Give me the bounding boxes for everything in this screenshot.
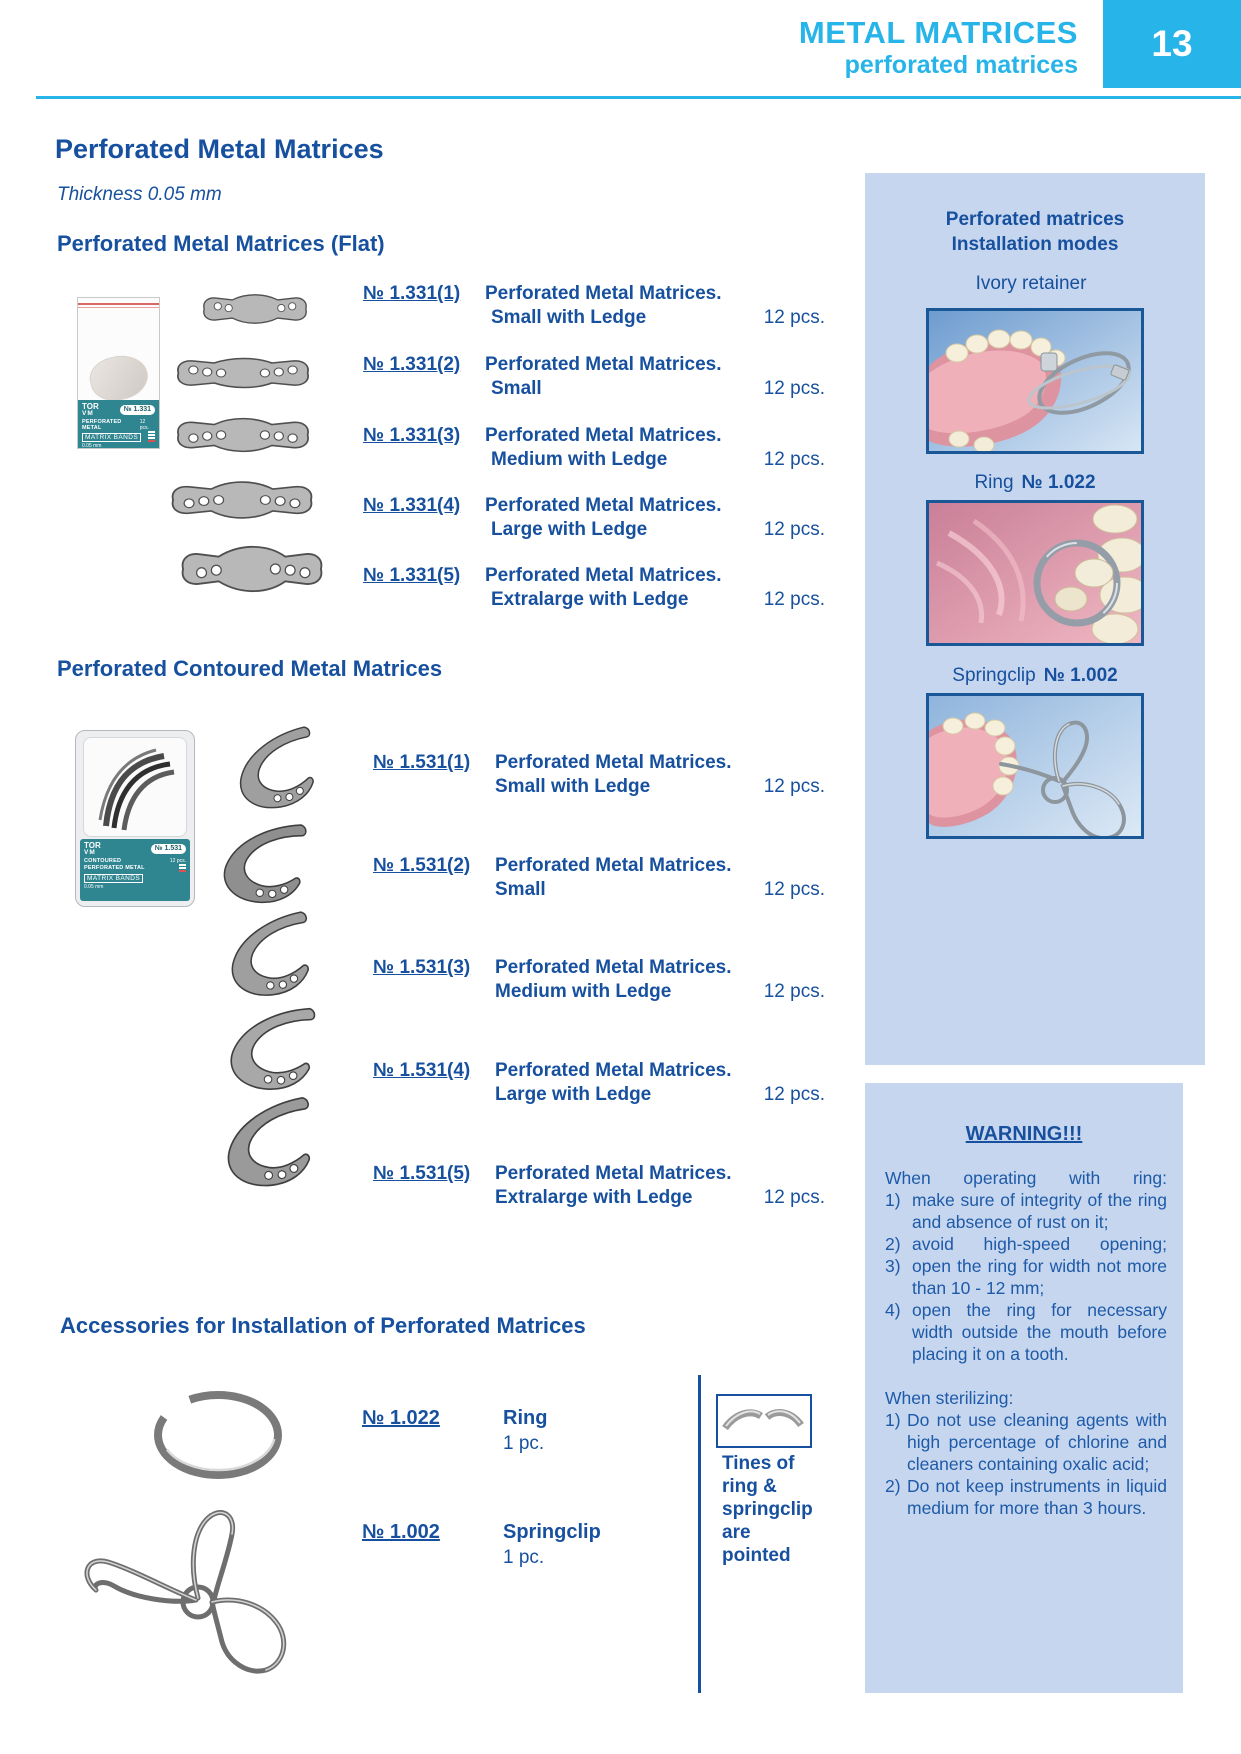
accessory-row	[362, 1406, 547, 1456]
contoured-band-illustration	[210, 1095, 334, 1193]
accessory-name: Springclip	[503, 1521, 601, 1543]
product-code: № 1.531(5)	[373, 1163, 471, 1184]
page-number-badge: 13	[1103, 0, 1241, 88]
product-qty: 12 pcs.	[763, 1187, 825, 1208]
warning-title: WARNING!!!	[965, 1123, 1083, 1145]
product-row	[363, 424, 825, 472]
contoured-band-illustration	[215, 910, 331, 1002]
package-qty: 12 pcs.	[139, 418, 149, 431]
product-row	[373, 751, 825, 799]
product-variant: Small	[491, 378, 542, 399]
mode-code: № 1.002	[1043, 665, 1118, 686]
package-window	[83, 737, 187, 837]
accessory-name-block	[503, 1520, 601, 1570]
warning-item-number: 1)	[885, 1410, 901, 1430]
installation-modes-heading	[865, 207, 1205, 257]
warning-sterilize-intro: When sterilizing:	[885, 1388, 1014, 1408]
product-code: № 1.531(1)	[373, 752, 471, 773]
product-code: № 1.531(3)	[373, 957, 471, 978]
product-qty: 12 pcs.	[763, 981, 825, 1002]
accessory-code: № 1.022	[362, 1407, 440, 1429]
product-code: № 1.331(5)	[363, 565, 461, 586]
warning-item-text: Do not keep instruments in liquid medium for more than 3 hours.	[907, 1476, 1167, 1518]
product-qty: 12 pcs.	[763, 1084, 825, 1105]
product-name: Perforated Metal Matrices.	[495, 855, 732, 876]
product-code: № 1.531(4)	[373, 1060, 471, 1081]
package-thickness: 0.05 mm	[84, 883, 104, 890]
mode-label: Ring	[974, 472, 1014, 493]
product-qty: 12 pcs.	[763, 378, 825, 399]
warning-item-number: 2)	[885, 1234, 901, 1254]
contoured-band-illustration	[225, 726, 333, 814]
flat-package-illustration	[77, 297, 160, 449]
product-name: Perforated Metal Matrices.	[495, 957, 732, 978]
flat-band-large-ledge-illustration	[162, 477, 322, 523]
accessory-qty: 1 pc.	[503, 1433, 545, 1454]
contoured-package-illustration	[75, 730, 195, 907]
flat-package-label	[78, 400, 159, 448]
accessories-section-heading: Accessories for Installation of Perforated Matrices	[60, 1313, 586, 1338]
product-variant: Small with Ledge	[491, 307, 647, 328]
accessory-row	[362, 1520, 601, 1570]
mode-code: № 1.022	[1021, 472, 1096, 493]
bag-contents	[86, 350, 153, 407]
flat-section-heading: Perforated Metal Matrices (Flat)	[57, 231, 385, 256]
ring-illustration	[148, 1385, 288, 1485]
product-name: Perforated Metal Matrices.	[495, 752, 732, 773]
flat-band-extralarge-ledge-illustration	[172, 543, 332, 595]
bag-zip-line	[78, 303, 159, 305]
vertical-divider	[698, 1375, 701, 1693]
warning-item	[885, 1475, 1167, 1519]
package-bands-line: MATRIX BANDS	[84, 874, 143, 883]
warning-ring-intro: When operating with ring:	[885, 1168, 1167, 1188]
accessory-qty: 1 pc.	[503, 1547, 545, 1568]
product-name: Perforated Metal Matrices.	[485, 425, 722, 446]
warning-item-text: open the ring for width not more than 10 - 12 mm;	[912, 1256, 1167, 1298]
installation-heading-line2: Installation modes	[951, 234, 1119, 255]
product-row	[373, 1162, 825, 1210]
flat-band-small-illustration	[168, 352, 318, 394]
product-row	[373, 1059, 825, 1107]
contoured-package-label	[80, 839, 190, 901]
product-qty: 12 pcs.	[763, 307, 825, 328]
contoured-band-illustration	[210, 818, 324, 910]
size-legend	[148, 431, 155, 442]
page-title: Perforated Metal Matrices	[55, 134, 384, 164]
flat-band-medium-ledge-illustration	[168, 413, 318, 457]
installation-photo-ivory-retainer	[926, 308, 1144, 454]
product-qty: 12 pcs.	[763, 519, 825, 540]
warning-item-number: 3)	[885, 1256, 901, 1276]
warning-item	[885, 1189, 1167, 1233]
product-qty: 12 pcs.	[763, 449, 825, 470]
product-qty: 12 pcs.	[763, 879, 825, 900]
product-name: Perforated Metal Matrices.	[485, 565, 722, 586]
product-qty: 12 pcs.	[763, 776, 825, 797]
product-code: № 1.331(4)	[363, 495, 461, 516]
header-rule	[36, 96, 1241, 99]
mode-label: Springclip	[952, 665, 1036, 686]
brand-logo: TOR VM	[84, 841, 101, 856]
mode-caption-ivory	[865, 273, 1205, 295]
package-line2: PERFORATED METAL	[84, 864, 145, 871]
mode-label: Ivory retainer	[975, 273, 1087, 294]
warning-panel	[865, 1083, 1183, 1693]
product-name: Perforated Metal Matrices.	[485, 354, 722, 375]
thickness-note: Thickness 0.05 mm	[57, 184, 222, 205]
warning-item	[885, 1255, 1167, 1299]
product-code: № 1.331(1)	[363, 283, 461, 304]
warning-item-text: Do not use cleaning agents with high percentage of chlorine and cleaners containing oxalic acid;	[907, 1410, 1167, 1474]
accessory-name-block	[503, 1406, 547, 1456]
contoured-band-illustration	[215, 1002, 335, 1097]
warning-item-text: open the ring for necessary width outside the mouth before placing it on a tooth.	[912, 1300, 1167, 1364]
product-row	[363, 353, 825, 401]
product-variant: Small	[495, 879, 546, 900]
package-line1: CONTOURED	[84, 857, 122, 864]
mode-caption-ring	[865, 472, 1205, 494]
warning-body	[885, 1167, 1167, 1519]
package-contents-illustration	[84, 738, 186, 834]
tines-note: Tines of ring & springclip are pointed	[722, 1453, 813, 1566]
installation-heading-line1: Perforated matrices	[945, 209, 1125, 230]
accessory-code: № 1.002	[362, 1521, 440, 1543]
product-variant: Medium with Ledge	[491, 449, 668, 470]
product-code: № 1.331(3)	[363, 425, 461, 446]
product-code: № 1.531(2)	[373, 855, 471, 876]
product-variant: Small with Ledge	[495, 776, 651, 797]
package-code-badge: № 1.531	[151, 844, 186, 854]
product-qty: 12 pcs.	[763, 589, 825, 610]
product-name: Perforated Metal Matrices.	[495, 1060, 732, 1081]
tines-illustration	[718, 1396, 806, 1442]
product-code: № 1.331(2)	[363, 354, 461, 375]
product-row	[373, 854, 825, 902]
contoured-section-heading: Perforated Contoured Metal Matrices	[57, 656, 443, 681]
flat-band-small-ledge-illustration	[196, 288, 314, 330]
springclip-illustration	[78, 1498, 328, 1688]
accessory-name: Ring	[503, 1407, 548, 1429]
product-row	[363, 494, 825, 542]
header-subtitle: perforated matrices	[844, 50, 1078, 79]
warning-item	[885, 1299, 1167, 1365]
warning-item	[885, 1233, 1167, 1255]
product-variant: Extralarge with Ledge	[495, 1187, 693, 1208]
brand-logo: TOR VM	[82, 402, 99, 417]
header-title: METAL MATRICES	[798, 15, 1078, 50]
product-row	[363, 282, 825, 330]
warning-item-text: avoid high-speed opening;	[912, 1234, 1167, 1254]
warning-item-number: 1)	[885, 1190, 901, 1210]
warning-sterilize-list	[885, 1409, 1167, 1519]
product-variant: Medium with Ledge	[495, 981, 672, 1002]
installation-modes-panel	[865, 173, 1205, 1065]
product-variant: Extralarge with Ledge	[491, 589, 689, 610]
warning-item-text: make sure of integrity of the ring and absence of rust on it;	[912, 1190, 1167, 1232]
product-variant: Large with Ledge	[491, 519, 648, 540]
header	[799, 16, 1078, 79]
installation-photo-springclip	[926, 693, 1144, 839]
product-name: Perforated Metal Matrices.	[495, 1163, 732, 1184]
installation-photo-ring	[926, 500, 1144, 646]
product-name: Perforated Metal Matrices.	[485, 283, 722, 304]
warning-item	[885, 1409, 1167, 1475]
warning-item-number: 4)	[885, 1300, 901, 1320]
mode-caption-springclip	[865, 665, 1205, 687]
package-code-badge: № 1.331	[120, 405, 155, 415]
size-legend	[179, 864, 186, 872]
package-thickness: 0.05 mm	[82, 442, 102, 449]
product-row	[363, 564, 825, 612]
product-variant: Large with Ledge	[495, 1084, 652, 1105]
package-product-line: PERFORATED METAL	[82, 418, 122, 431]
warning-item-number: 2)	[885, 1476, 901, 1496]
warning-spacer	[885, 1365, 1167, 1387]
bag-zip-line2	[78, 307, 159, 308]
product-row	[373, 956, 825, 1004]
product-name: Perforated Metal Matrices.	[485, 495, 722, 516]
package-bands-line: MATRIX BANDS	[82, 433, 141, 442]
tines-image-box	[716, 1394, 812, 1448]
package-qty: 12 pcs.	[169, 857, 186, 864]
